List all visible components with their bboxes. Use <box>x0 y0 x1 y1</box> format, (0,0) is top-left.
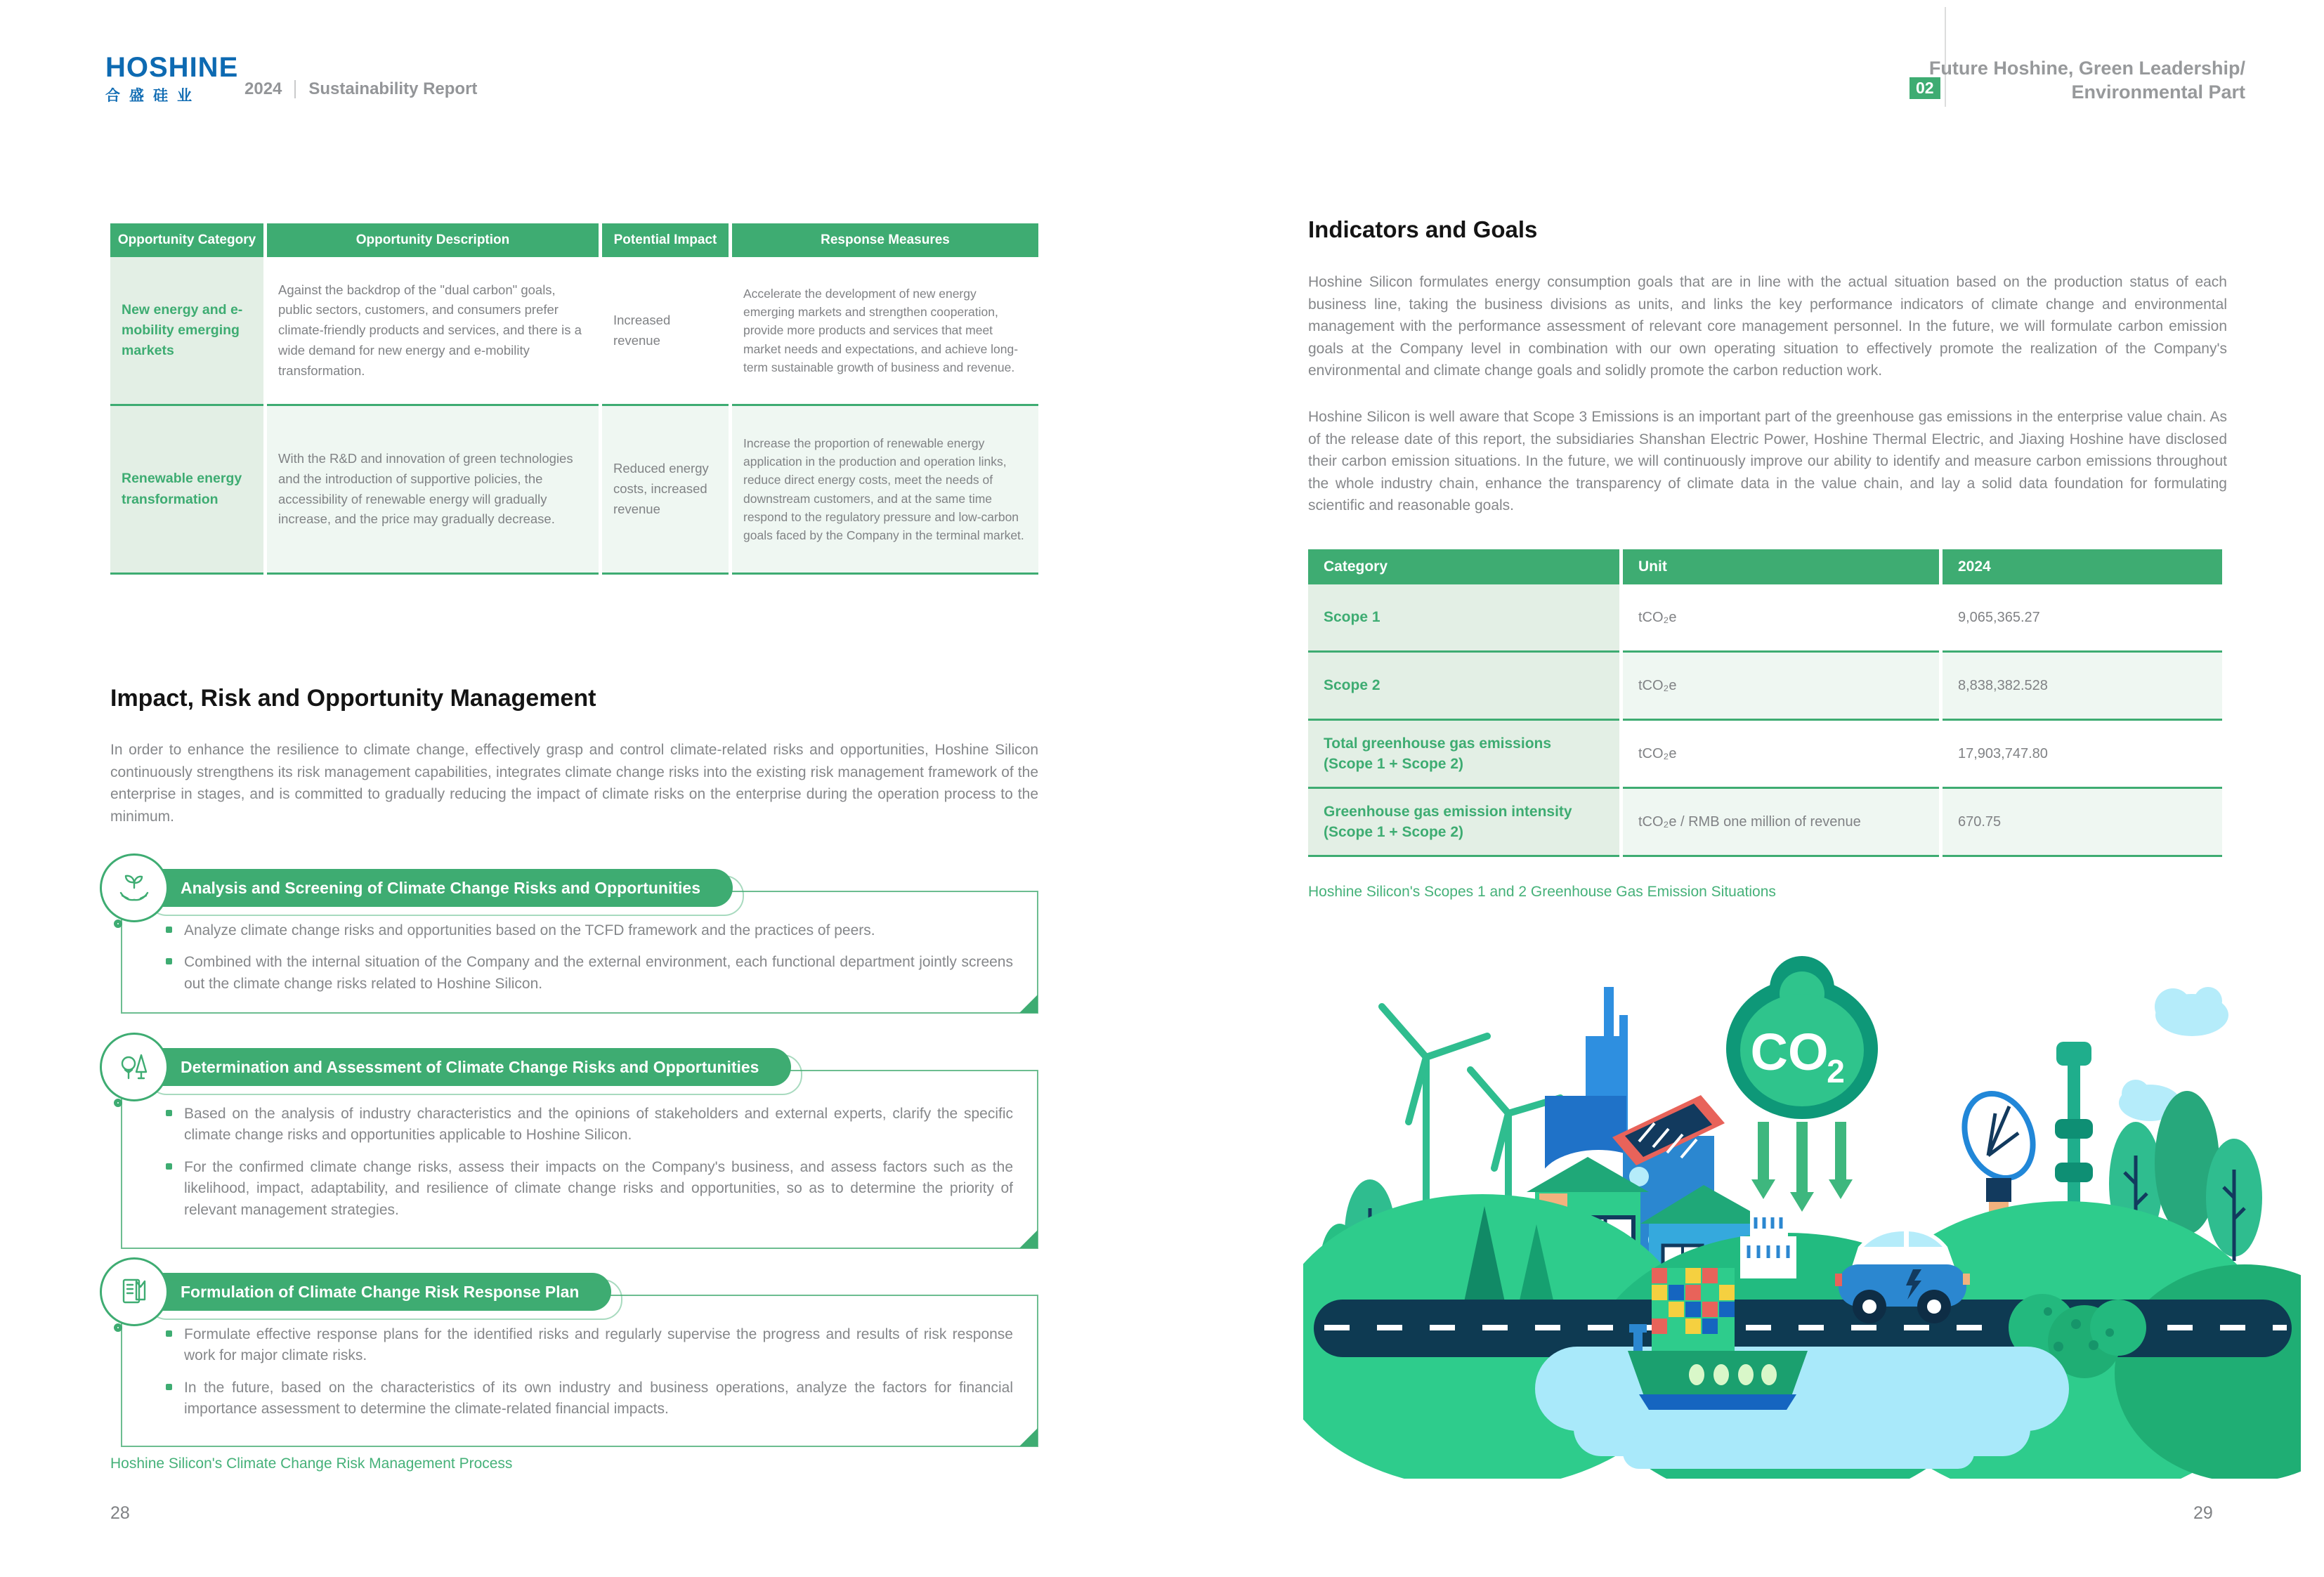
emission-unit: tCO₂e <box>1623 653 1939 721</box>
eco-city-illustration <box>1303 945 2301 1479</box>
table-row <box>110 406 1038 575</box>
co2-label-subscript: 2 <box>1827 1053 1845 1089</box>
emission-value: 17,903,747.80 <box>1943 721 2222 789</box>
header-meta <box>244 79 477 99</box>
page-title: Indicators and Goals <box>1308 216 1538 242</box>
timeline-node <box>114 1323 122 1332</box>
emission-category: Scope 2 <box>1308 653 1619 721</box>
process-banner: Formulation of Climate Change Risk Response Plan <box>138 1273 611 1311</box>
timeline-node <box>114 920 122 928</box>
reduction-arrows <box>1751 1122 1853 1212</box>
emission-value: 9,065,365.27 <box>1943 584 2222 653</box>
table-row <box>1308 584 2226 653</box>
process-bullet: Formulate effective response plans for the identified risks and regularly supervise the progress and results of risk response work for major climate risks. <box>164 1324 1013 1367</box>
process-bullet: In the future, based on the characteristics of its own industry and business operations, analyze the factors for financial importance assessment to determine the climate-related financial impacts. <box>164 1378 1013 1420</box>
hands-sprout-icon <box>100 853 169 922</box>
process-bullet: Combined with the internal situation of the Company and the external environment, each functional department jointly screens out the climate change risks related to Hoshine Silicon. <box>164 952 1013 995</box>
report-name: Sustainability Report <box>308 79 478 98</box>
report-year: 2024 <box>244 79 282 98</box>
page-title: Impact, Risk and Opportunity Management <box>110 685 596 712</box>
emission-unit: tCO₂e <box>1623 584 1939 653</box>
response-measures: Accelerate the development of new energy emerging markets and strengthen cooperation, provide more products and services that meet market needs and expectations, and achieve long-term sustainable growth of business and revenue. <box>732 257 1038 406</box>
table-row <box>1308 789 2226 857</box>
emission-category: Greenhouse gas emission intensity (Scope 1 + Scope 2) <box>1308 789 1619 857</box>
process-banner: Determination and Assessment of Climate Change Risks and Opportunities <box>138 1048 791 1086</box>
process-bullet: For the confirmed climate change risks, assess their impacts on the Company's business, and assess factors such as the likelihood, impact, adaptability, and resilience of climate change risks and opportunities, so as to determine the priority of relevant management strategies. <box>164 1157 1013 1221</box>
process-box <box>121 1070 1038 1249</box>
figure-caption: Hoshine Silicon's Scopes 1 and 2 Greenhouse Gas Emission Situations <box>1308 884 1776 900</box>
column-header: 2024 <box>1943 549 2222 584</box>
emission-value: 670.75 <box>1943 789 2222 857</box>
emission-unit: tCO₂e <box>1623 721 1939 789</box>
chapter-number-badge: 02 <box>1910 77 1940 99</box>
opportunity-description: With the R&D and innovation of green technologies and the introduction of supportive policies, the accessibility of renewable energy will gradually increase, and the price may gradually decrease. <box>267 406 599 575</box>
opportunity-table <box>110 223 1038 575</box>
section-paragraph: Hoshine Silicon formulates energy consumption goals that are in line with the actual situation based on the production status of each business line, taking the business divisions as units, and links the key performance indicators of climate change and environmental management with the performance assessment of relevant core management personnel. In the future, we will formulate carbon emission goals at the Company level in combination with our own operating situation to effectively promote the realization of the Company's environmental and climate change goals and solidly promote the carbon reduction work. <box>1308 274 2227 379</box>
section-paragraph: In order to enhance the resilience to climate change, effectively grasp and control climate-related risks and opportunities, Hoshine Silicon continuously strengthens its risk management capabilities, integrates climate change risks into the existing risk management framework of the enterprise in stages, and is committed to gradually reducing the impact of climate risks on the enterprise during the operation process to the minimum. <box>110 742 1038 825</box>
column-header: Category <box>1308 549 1619 584</box>
emission-unit: tCO₂e / RMB one million of revenue <box>1623 789 1939 857</box>
chapter-title-line2: Environmental Part <box>2071 81 2245 103</box>
logo-wordmark: HOSHINE <box>105 52 239 83</box>
logo-chinese: 合盛硅业 <box>105 88 201 104</box>
section-paragraph: Hoshine Silicon is well aware that Scope 3 Emissions is an important part of the greenhouse gas emissions in the enterprise value chain. As of the release date of this report, the subsidiaries Shanshan Electric Power, Hoshine Thermal Electric, and Jiaxing Hoshine have disclosed their carbon emission situations. In the future, we will continuously improve our ability to identify and measure carbon emissions throughout the whole industry chain, enhance the transparency of climate data in the value chain, and lay a solid data foundation for formulating scientific and reasonable goals. <box>1308 409 2227 513</box>
figure-caption: Hoshine Silicon's Climate Change Risk Management Process <box>110 1455 513 1472</box>
hoshine-logo <box>105 53 238 105</box>
page-number-left: 28 <box>110 1503 130 1523</box>
chapter-title <box>1929 56 2245 104</box>
process-bullet: Based on the analysis of industry characteristics and the opinions of stakeholders and external experts, clarify the specific climate change risks and opportunities applicable to Hoshine Silicon. <box>164 1104 1013 1146</box>
emission-category: Scope 1 <box>1308 584 1619 653</box>
chapter-title-line1: Future Hoshine, Green Leadership/ <box>1928 58 2245 79</box>
emission-category: Total greenhouse gas emissions (Scope 1 + Scope 2) <box>1308 721 1619 789</box>
column-header: Response Measures <box>732 223 1038 257</box>
column-header: Potential Impact <box>602 223 729 257</box>
column-header: Opportunity Category <box>110 223 263 257</box>
header-divider <box>294 80 296 98</box>
opportunity-category: Renewable energy transformation <box>110 406 263 575</box>
co2-cloud <box>1726 956 1878 1119</box>
page-number-right: 29 <box>2193 1503 2213 1523</box>
timeline-node <box>114 1099 122 1107</box>
potential-impact: Increased revenue <box>602 257 729 406</box>
corner-triangle <box>1019 995 1038 1013</box>
column-header: Unit <box>1623 549 1939 584</box>
co2-label: CO <box>1750 1023 1829 1081</box>
emissions-table-header <box>1308 549 2226 584</box>
table-row <box>1308 653 2226 721</box>
trees-icon <box>100 1033 169 1101</box>
process-banner: Analysis and Screening of Climate Change Risks and Opportunities <box>138 869 733 907</box>
opportunity-table-header <box>110 223 1038 257</box>
process-bullet: Analyze climate change risks and opportunities based on the TCFD framework and the practices of peers. <box>164 920 1013 941</box>
potential-impact: Reduced energy costs, increased revenue <box>602 406 729 575</box>
opportunity-description: Against the backdrop of the "dual carbon" goals, public sectors, customers, and consumers prefer climate-friendly products and services, and there is a wide demand for new energy and e-mobility transformation. <box>267 257 599 406</box>
opportunity-category: New energy and e-mobility emerging markets <box>110 257 263 406</box>
column-header: Opportunity Description <box>267 223 599 257</box>
emission-value: 8,838,382.528 <box>1943 653 2222 721</box>
table-row <box>1308 721 2226 789</box>
document-plan-icon <box>100 1257 169 1326</box>
response-measures: Increase the proportion of renewable energy application in the production and operation links, reduce direct energy costs, meet the needs of downstream customers, and at the same time respond to the regulatory pressure and low-carbon goals faced by the Company in the terminal market. <box>732 406 1038 575</box>
emissions-table <box>1308 549 2226 857</box>
corner-triangle <box>1019 1428 1038 1446</box>
corner-triangle <box>1019 1230 1038 1248</box>
table-row <box>110 257 1038 406</box>
